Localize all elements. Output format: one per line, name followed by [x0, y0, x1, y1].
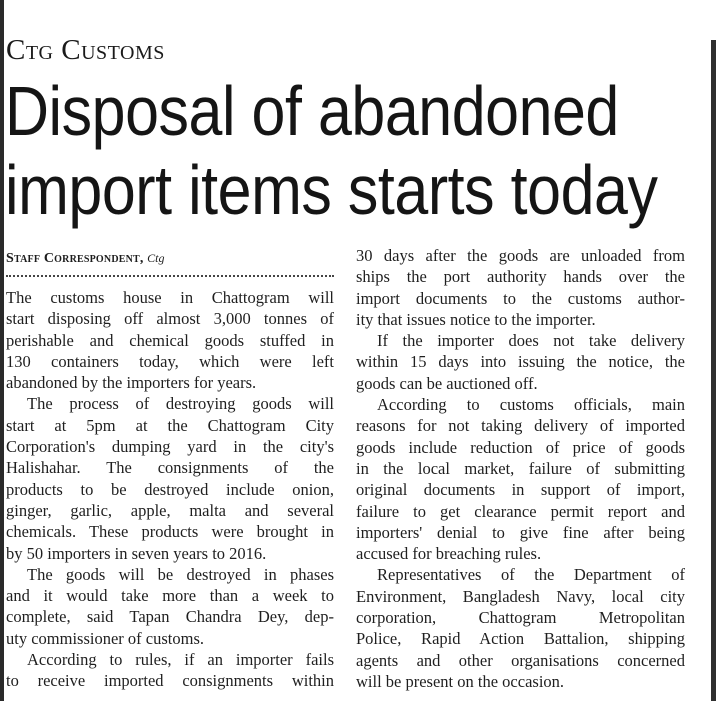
text-line: Corporation's dumping yard in the city's — [6, 437, 334, 457]
article-headline — [5, 72, 658, 230]
text-line: 130 containers today, which were left — [6, 351, 334, 371]
page-right-edge — [711, 40, 716, 701]
text-line: uty commissioner of customs. — [6, 628, 204, 648]
text-line: The customs house in Chattogram will — [6, 288, 334, 307]
text-line: will be present on the occasion. — [356, 671, 565, 691]
paragraph — [356, 564, 685, 692]
text-line: reasons for not taking delivery of imported — [356, 416, 685, 436]
paragraph — [356, 330, 685, 394]
text-line: import documents to the customs author- — [356, 288, 685, 308]
text-line: chemicals. These products were brought in — [6, 522, 334, 542]
text-line: Representatives of the Department of — [377, 565, 685, 585]
text-line: original documents in support of import, — [356, 480, 685, 500]
text-line: The goods will be destroyed in phases — [27, 564, 334, 584]
text-line: goods can be auctioned off. — [356, 373, 538, 393]
paragraph — [6, 564, 334, 649]
page-left-edge — [0, 0, 4, 701]
paragraph — [6, 649, 334, 692]
text-line: and it would take more than a week to — [6, 586, 334, 606]
text-line: within 15 days into issuing the notice, the — [356, 352, 685, 372]
headline-line-1: Disposal of abandoned — [5, 72, 619, 150]
byline-divider — [6, 275, 334, 277]
paragraph — [6, 393, 334, 563]
text-line: accused for breaching rules. — [356, 544, 542, 564]
text-line: According to rules, if an importer fails — [27, 650, 334, 670]
text-line: agents and other organisations concerned — [356, 650, 685, 670]
text-line: According to customs officials, main — [377, 395, 685, 415]
paragraph — [356, 394, 685, 564]
text-line: ships the port authority hands over the — [356, 267, 685, 287]
text-line: perishable and chemical goods stuffed in — [6, 330, 334, 350]
text-line: to receive imported consignments within — [6, 671, 334, 691]
byline-author: Staff Correspondent, — [6, 251, 144, 266]
text-line: Police, Rapid Action Battalion, shipping — [356, 629, 685, 649]
paragraph — [356, 245, 685, 330]
headline-line-2: import items starts today — [5, 151, 658, 229]
article-column-right — [356, 245, 685, 692]
text-line: corporation, Chattogram Metropolitan — [356, 608, 685, 628]
byline — [6, 250, 164, 267]
text-line: complete, said Tapan Chandra Dey, dep- — [6, 607, 334, 627]
text-line: ity that issues notice to the importer. — [356, 309, 596, 329]
byline-place: Ctg — [147, 251, 165, 265]
text-line: importers' denial to give fine after being — [356, 522, 685, 542]
text-line: by 50 importers in seven years to 2016. — [6, 543, 267, 563]
text-line: 30 days after the goods are unloaded from — [356, 246, 685, 265]
text-line: Environment, Bangladesh Navy, local city — [356, 586, 685, 606]
paragraph — [6, 287, 334, 393]
section-kicker: Ctg Customs — [6, 34, 165, 66]
text-line: products to be destroyed include onion, — [6, 479, 334, 499]
text-line: failure to get clearance permit report and — [356, 501, 685, 521]
text-line: start at 5pm at the Chattogram City — [6, 415, 334, 435]
text-line: abandoned by the importers for years. — [6, 373, 257, 393]
text-line: The process of destroying goods will — [27, 394, 334, 414]
text-line: If the importer does not take delivery — [377, 331, 685, 351]
article-column-left — [6, 287, 334, 692]
text-line: in the local market, failure of submitting — [356, 458, 685, 478]
text-line: Halishahar. The consignments of the — [6, 458, 334, 478]
text-line: start disposing off almost 3,000 tonnes of — [6, 309, 334, 329]
text-line: goods include reduction of price of goods — [356, 437, 685, 457]
text-line: ginger, garlic, apple, malta and several — [6, 500, 334, 520]
